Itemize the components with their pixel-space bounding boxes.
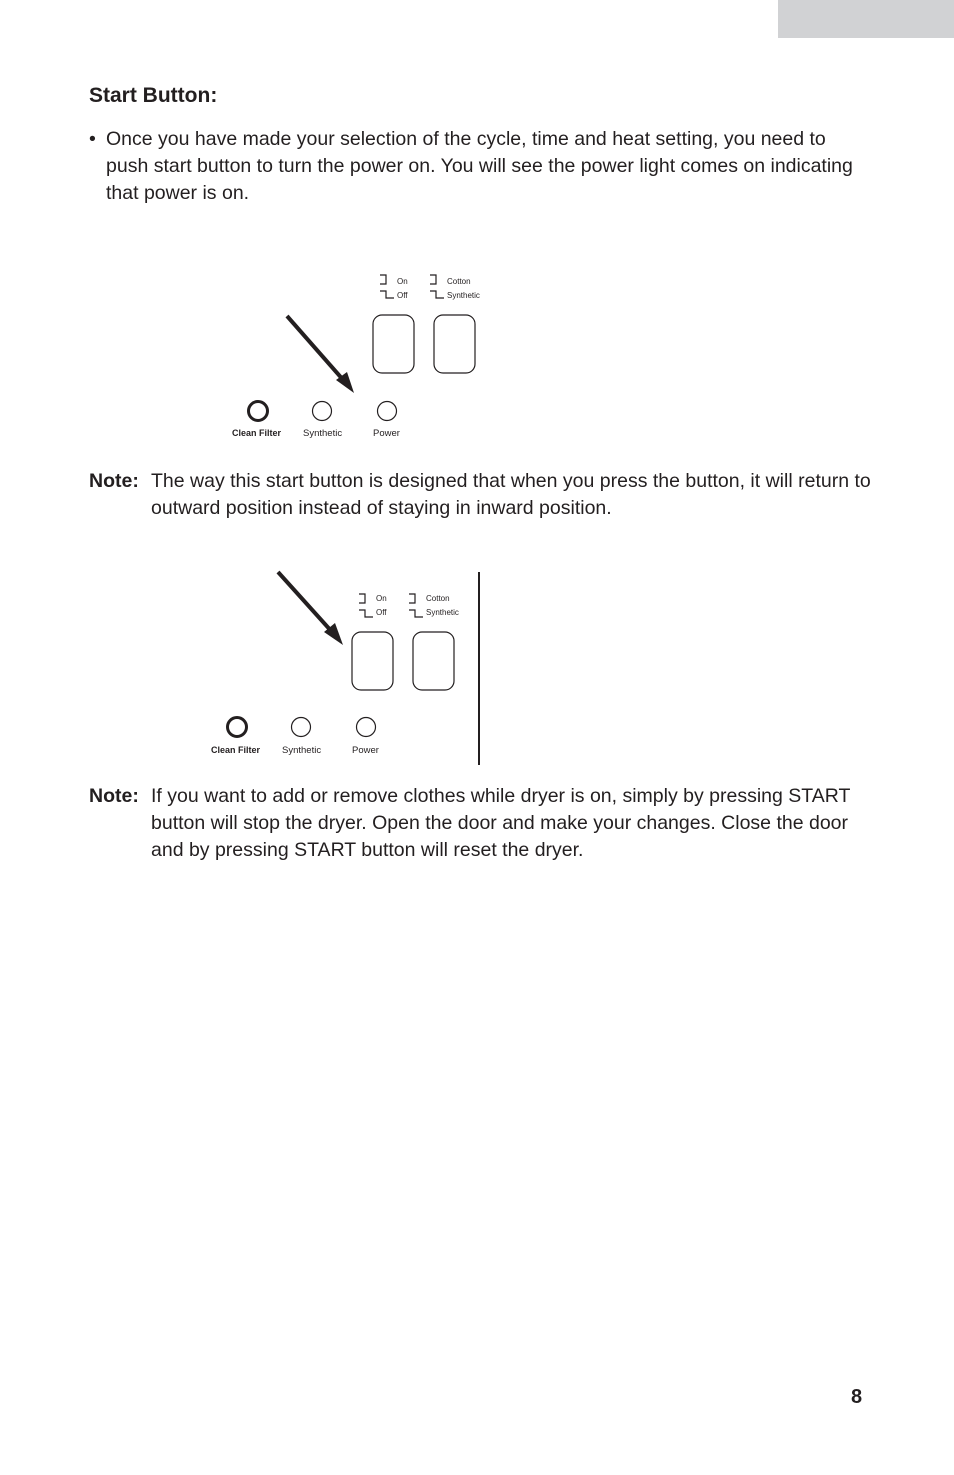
power-label: Power bbox=[352, 745, 379, 756]
arrow-line bbox=[287, 316, 345, 382]
on-label: On bbox=[397, 277, 408, 286]
bullet-paragraph bbox=[89, 126, 869, 207]
on-label: On bbox=[376, 594, 387, 603]
power-light bbox=[357, 718, 376, 737]
synthetic-toggle-label: Synthetic bbox=[426, 608, 459, 617]
power-label: Power bbox=[373, 428, 400, 439]
cotton-label: Cotton bbox=[426, 594, 450, 603]
start-button bbox=[352, 632, 393, 690]
control-panel-diagram-1 bbox=[228, 270, 488, 445]
control-panel-diagram-2 bbox=[207, 570, 487, 770]
clean-filter-label: Clean Filter bbox=[211, 745, 261, 755]
heat-button bbox=[434, 315, 475, 373]
synthetic-light-label: Synthetic bbox=[282, 745, 322, 756]
synthetic-light-label: Synthetic bbox=[303, 428, 343, 439]
arrow-line bbox=[278, 572, 333, 633]
off-label: Off bbox=[376, 608, 387, 617]
bullet-mark: • bbox=[89, 128, 96, 150]
cotton-label: Cotton bbox=[447, 277, 471, 286]
note-2 bbox=[89, 783, 874, 864]
section-heading: Start Button: bbox=[89, 84, 218, 107]
section-tab bbox=[778, 0, 954, 38]
bullet-text: Once you have made your selection of the cycle, time and heat setting, you need to push start button to turn the power on. You will see the power light comes on indicating that power is on. bbox=[106, 128, 853, 204]
note-1 bbox=[89, 468, 874, 522]
note-2-label: Note: bbox=[89, 785, 139, 807]
synthetic-light bbox=[292, 718, 311, 737]
clean-filter-label: Clean Filter bbox=[232, 428, 282, 438]
start-button bbox=[373, 315, 414, 373]
clean-filter-light bbox=[228, 718, 247, 737]
power-light bbox=[378, 402, 397, 421]
synthetic-toggle-label: Synthetic bbox=[447, 291, 480, 300]
note-1-label: Note: bbox=[89, 470, 139, 492]
page-number: 8 bbox=[851, 1386, 863, 1408]
off-label: Off bbox=[397, 291, 408, 300]
clean-filter-light bbox=[249, 402, 268, 421]
note-1-text: The way this start button is designed that when you press the button, it will return to outward position instead of staying in inward position. bbox=[151, 470, 871, 519]
note-2-text: If you want to add or remove clothes while dryer is on, simply by pressing START button will stop the dryer. Open the door and make your changes. Close the door and by pressing START button will reset the dryer. bbox=[151, 785, 851, 861]
synthetic-light bbox=[313, 402, 332, 421]
heat-button bbox=[413, 632, 454, 690]
